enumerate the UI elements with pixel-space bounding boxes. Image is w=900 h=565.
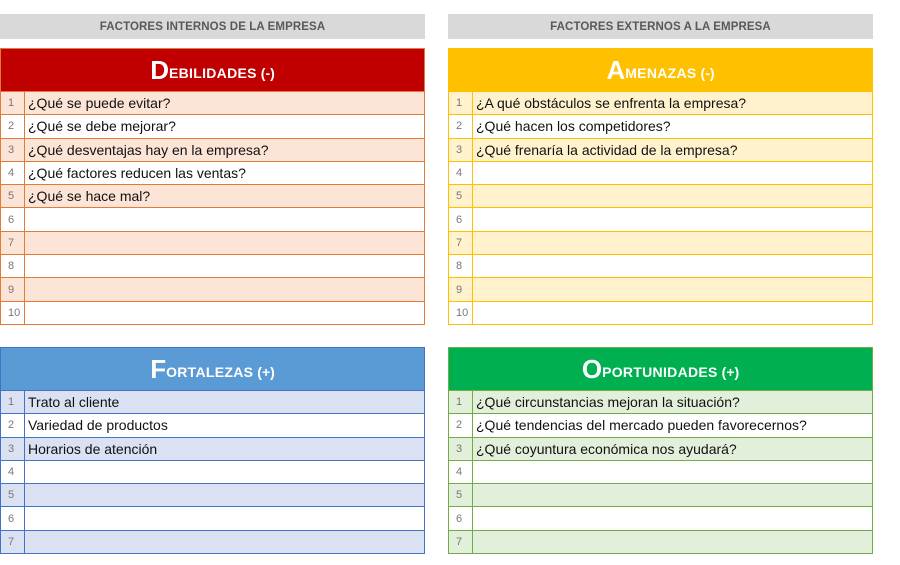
row-number: 6 (1, 507, 25, 529)
row-cell[interactable] (473, 507, 872, 529)
title-rest: MENAZAS (625, 65, 697, 81)
row-cell[interactable]: ¿Qué circunstancias mejoran la situación? (476, 394, 740, 411)
title-rest: ORTALEZAS (166, 364, 254, 380)
row-number: 3 (1, 438, 25, 460)
row-cell[interactable]: ¿Qué factores reducen las ventas? (28, 165, 246, 182)
row-cell[interactable] (473, 255, 872, 277)
row-cell[interactable]: Variedad de productos (28, 417, 168, 434)
table-row (1, 437, 424, 460)
title-sign: (-) (700, 65, 715, 81)
row-number: 4 (1, 461, 25, 483)
row-number: 2 (449, 115, 473, 137)
title-initial: F (150, 354, 167, 384)
row-number: 9 (1, 278, 25, 300)
oportunidades-panel (448, 347, 873, 554)
title-rest: PORTUNIDADES (602, 364, 718, 380)
row-cell[interactable] (473, 232, 872, 254)
table-row (449, 530, 872, 553)
row-cell[interactable] (473, 302, 872, 324)
table-row (1, 207, 424, 230)
table-row (449, 301, 872, 324)
row-cell[interactable] (473, 278, 872, 300)
table-row (1, 138, 424, 161)
row-number: 5 (1, 185, 25, 207)
fortalezas-rows (1, 390, 424, 553)
table-row (449, 231, 872, 254)
row-number: 1 (1, 92, 25, 114)
fortalezas-panel (0, 347, 425, 554)
table-row (1, 530, 424, 553)
row-number: 7 (449, 232, 473, 254)
row-number: 6 (1, 208, 25, 230)
row-number: 7 (449, 531, 473, 553)
table-row (449, 184, 872, 207)
table-row (1, 483, 424, 506)
row-number: 3 (1, 139, 25, 161)
row-cell[interactable] (25, 531, 424, 553)
row-number: 2 (449, 414, 473, 436)
table-row (1, 277, 424, 300)
row-number: 2 (1, 414, 25, 436)
table-row (1, 301, 424, 324)
table-row (449, 138, 872, 161)
table-row (1, 413, 424, 436)
row-cell[interactable] (473, 208, 872, 230)
row-cell[interactable]: ¿Qué hacen los competidores? (476, 118, 671, 135)
row-cell[interactable]: ¿Qué se debe mejorar? (28, 118, 176, 135)
debilidades-title (1, 49, 424, 91)
amenazas-title (449, 49, 872, 91)
row-number: 3 (449, 438, 473, 460)
external-factors-header: FACTORES EXTERNOS A LA EMPRESA (448, 14, 873, 39)
row-cell[interactable]: ¿Qué coyuntura económica nos ayudará? (476, 440, 737, 457)
oportunidades-title (449, 348, 872, 390)
table-row (449, 91, 872, 114)
table-row (449, 114, 872, 137)
table-row (449, 460, 872, 483)
table-row (1, 114, 424, 137)
row-cell[interactable] (473, 185, 872, 207)
row-cell[interactable] (473, 484, 872, 506)
title-rest: EBILIDADES (168, 65, 257, 81)
table-row (449, 483, 872, 506)
table-row (1, 91, 424, 114)
row-number: 1 (1, 391, 25, 413)
row-cell[interactable] (25, 278, 424, 300)
table-row (1, 390, 424, 413)
row-cell[interactable] (25, 232, 424, 254)
title-sign: (-) (260, 65, 275, 81)
row-cell[interactable] (25, 255, 424, 277)
row-cell[interactable] (25, 208, 424, 230)
table-row (1, 254, 424, 277)
row-cell[interactable] (25, 507, 424, 529)
row-cell[interactable] (25, 461, 424, 483)
row-cell[interactable]: ¿Qué desventajas hay en la empresa? (28, 141, 269, 158)
row-number: 4 (449, 461, 473, 483)
debilidades-rows (1, 91, 424, 324)
row-number: 8 (449, 255, 473, 277)
table-row (449, 390, 872, 413)
table-row (449, 277, 872, 300)
debilidades-panel (0, 48, 425, 325)
table-row (449, 506, 872, 529)
amenazas-panel (448, 48, 873, 325)
title-sign: (+) (721, 364, 740, 380)
row-number: 4 (449, 162, 473, 184)
row-number: 4 (1, 162, 25, 184)
table-row (1, 184, 424, 207)
table-row (449, 207, 872, 230)
fortalezas-title (1, 348, 424, 390)
row-cell[interactable] (25, 484, 424, 506)
row-number: 2 (1, 115, 25, 137)
row-cell[interactable]: ¿Qué frenaría la actividad de la empresa? (476, 141, 738, 158)
title-initial: O (581, 354, 603, 384)
row-cell[interactable]: Horarios de atención (28, 440, 158, 457)
oportunidades-rows (449, 390, 872, 553)
row-number: 9 (449, 278, 473, 300)
internal-factors-header: FACTORES INTERNOS DE LA EMPRESA (0, 14, 425, 39)
row-number: 7 (1, 232, 25, 254)
title-sign: (+) (257, 364, 275, 380)
row-number: 10 (1, 302, 25, 324)
table-row (1, 506, 424, 529)
row-cell[interactable]: ¿Qué se puede evitar? (28, 95, 171, 112)
table-row (1, 231, 424, 254)
row-number: 8 (1, 255, 25, 277)
table-row (1, 460, 424, 483)
row-cell[interactable]: ¿A qué obstáculos se enfrenta la empresa? (476, 95, 747, 112)
table-row (449, 254, 872, 277)
table-row (449, 437, 872, 460)
row-cell[interactable]: ¿Qué se hace mal? (28, 188, 151, 205)
table-row (1, 161, 424, 184)
row-number: 7 (1, 531, 25, 553)
row-cell[interactable]: Trato al cliente (28, 394, 120, 411)
title-initial: A (606, 55, 626, 85)
row-cell[interactable] (473, 461, 872, 483)
row-number: 5 (449, 484, 473, 506)
row-number: 1 (449, 391, 473, 413)
table-row (449, 413, 872, 436)
row-number: 6 (449, 507, 473, 529)
row-cell[interactable]: ¿Qué tendencias del mercado pueden favorecernos? (476, 417, 807, 434)
row-number: 5 (449, 185, 473, 207)
row-cell[interactable] (473, 531, 872, 553)
row-cell[interactable] (473, 162, 872, 184)
row-number: 3 (449, 139, 473, 161)
row-number: 5 (1, 484, 25, 506)
row-number: 6 (449, 208, 473, 230)
row-number: 1 (449, 92, 473, 114)
amenazas-rows (449, 91, 872, 324)
title-initial: D (150, 55, 169, 85)
table-row (449, 161, 872, 184)
row-cell[interactable] (25, 302, 424, 324)
row-number: 10 (449, 302, 473, 324)
